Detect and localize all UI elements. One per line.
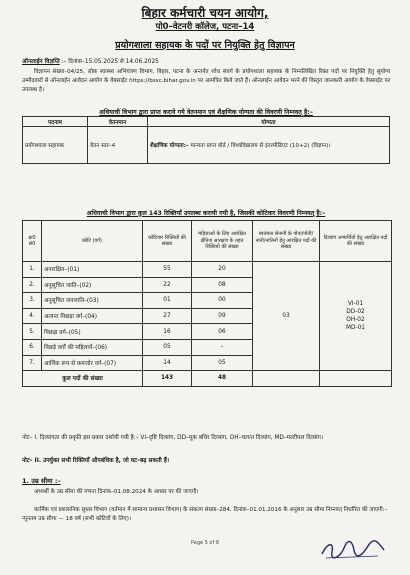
row-total: 16: [143, 324, 192, 340]
row-category: अनारक्षित–(01): [42, 262, 143, 278]
row-category: अत्यन्त पिछड़ा वर्ग–(04): [42, 308, 143, 324]
row-women: 00: [192, 293, 253, 309]
total-empty-cell: [253, 371, 320, 387]
row-sn: 2.: [23, 277, 42, 293]
row-total: 01: [143, 293, 192, 309]
total-label: कुल पदों की संख्या: [23, 371, 143, 387]
col-pay: वेतनमान: [88, 117, 148, 127]
org-name: बिहार कर्मचारी चयन आयोग,: [141, 6, 269, 20]
row-sn: 7.: [23, 355, 42, 371]
row-women: 05: [192, 355, 253, 371]
col-freedom-fighter: स्वतंत्रता सेनानी के पोता/पोती/नाती/नातिनों हेतु आरक्षित पदों की संख्या: [253, 221, 320, 262]
row-sn: 1.: [23, 262, 42, 278]
qualification-text: मान्यता प्राप्त बोर्ड / विश्वविद्यालय से इंटरमीडिएट (10+2) (विज्ञान)।: [188, 143, 331, 149]
col-women: महिलाओं के लिए आरक्षित क्षैतिज आरक्षण के तहत रिक्तियों की संख्या: [192, 221, 253, 262]
col-category: कोटि (वर्ग): [42, 221, 143, 262]
total-posts: 143: [143, 371, 192, 387]
row-total: 22: [143, 277, 192, 293]
vacancy-table-title: अधियाची विभाग द्वारा कुल 143 रिक्तियाँ उपलब्ध करायी गयी है, जिसकी कोटिवार विवरणी निम्नवत् है:–: [86, 210, 326, 217]
note-disability: नोट– I. दिव्यांगता की प्रकृति इस प्रकार दर्शायी गयी है:– VI–दृष्टि दिव्यांग, DD–मूक बधिर दिव्यांग, OH–चलन्त दिव्यांग, MD–मल्टीपल दिव्यांग।: [22, 435, 324, 441]
age-resolution-text: कार्मिक एवं प्रशासनिक सुधार विभाग (वर्तमान में सामान्य प्रशासन विभाग) के संकल्प संख्या–284, दिनांक–01.01.2016 के अनुसार उम्र सीमा निम्नवत् निर्धारित की जाएगी:–: [34, 507, 388, 513]
row-sn: 3.: [23, 293, 42, 309]
row-total: 14: [143, 355, 192, 371]
divyang-vi: VI-01: [347, 301, 364, 308]
divyang-oh: OH-02: [346, 317, 365, 324]
age-limit-p1: अभ्यर्थी के उम्र सीमा की गणना दिनांक–01.08.2024 के आधार पर की जाएगी।: [34, 489, 199, 495]
row-sn: 6.: [23, 339, 42, 355]
row-total: 05: [143, 339, 192, 355]
total-row: [23, 371, 392, 387]
table-row: [23, 262, 392, 278]
divyang-md: MD-01: [346, 325, 365, 332]
advert-period: [22, 57, 159, 65]
col-qualification: योग्यता: [148, 117, 390, 127]
min-age-text: न्यूनतम उम्र सीमा — 18 वर्ष (सभी कोटियों के लिए)।: [22, 515, 132, 522]
row-total: 55: [143, 262, 192, 278]
pay-level: वेतन स्तर–4: [88, 127, 148, 164]
row-sn: 5.: [23, 324, 42, 340]
col-total: कोटिवार रिक्तियों की संख्या: [143, 221, 192, 262]
advert-title: प्रयोगशाला सहायक के पदों पर नियुक्ति हेतु विज्ञापन: [115, 40, 295, 51]
age-limit-heading: 1. उम्र सीमा :–: [22, 477, 61, 485]
intro-paragraph: विज्ञापन संख्या–04/25, लोक स्वास्थ्य अभियंत्रण विभाग, बिहार, पटना के अन्तर्गत शोध संवर्ग के प्रयोगशाला सहायक के निम्नलिखित रिक्त पदों पर नियुक्ति हेतु सुयोग्य उम्मीदवारों से ऑनलाईन आवेदन आयोग के वेबसाईट https://bssc.bihar.gov.in पर आमंत्रित किये जाते हैं। ऑनलाईन आवेदन भरने की विस्तृत जानकारी आयोग के वेबसाईट पर उपलब्ध है।: [22, 69, 390, 93]
freedom-fighter-count: 03: [253, 262, 320, 371]
total-women: 48: [192, 371, 253, 387]
total-empty-cell: [320, 371, 392, 387]
col-post: पदनाम: [23, 117, 88, 127]
advert-dates: :– दिनांक–15.05.2025 से 14.06.2025: [61, 59, 159, 65]
row-sn: 4.: [23, 308, 42, 324]
divyang-breakup: [320, 262, 392, 371]
row-women: –: [192, 339, 253, 355]
signature-image: [318, 536, 388, 562]
age-limit-p2: [22, 506, 390, 524]
col-sn: क्र0 सं0: [23, 221, 42, 262]
row-women: 06: [192, 324, 253, 340]
qualification: [148, 127, 390, 164]
org-address: पो0–वेटनरी कॉलेज, पटना–14: [155, 22, 255, 32]
row-category: पिछड़ा वर्ग–(05): [42, 324, 143, 340]
row-women: 20: [192, 262, 253, 278]
page-number: Page 5 of 8: [190, 540, 220, 546]
row-category: अनुसूचित जाति–(02): [42, 277, 143, 293]
row-category: आर्थिक रूप से कमजोर वर्ग–(07): [42, 355, 143, 371]
note-provisional: नोट– II. उपर्युक्त सभी रिक्तियाँ औपबंधिक है, जो घट–बढ़ सकती हैं।: [22, 458, 170, 464]
row-women: 08: [192, 277, 253, 293]
post-name: प्रयोगशाला सहायक: [23, 127, 88, 164]
vacancy-table: [22, 220, 392, 387]
pay-table-title: अधियाची विभाग द्वारा प्राप्त कराये गये वेतनमान एवं शैक्षणिक योग्यता की विवरणी निम्नवत् है:–: [99, 109, 313, 116]
advert-label: ऑनलाईन विज्ञप्ति: [22, 59, 60, 65]
row-total: 27: [143, 308, 192, 324]
row-category: अनुसूचित जनजाति–(03): [42, 293, 143, 309]
pay-qualification-table: [22, 116, 390, 164]
row-women: 09: [192, 308, 253, 324]
qualification-label: शैक्षणिक योग्यता:–: [150, 143, 189, 149]
col-divyang: दिव्यांग अभ्यर्थियों हेतु आरक्षित पदों की संख्या: [320, 221, 392, 262]
divyang-dd: DD-02: [346, 309, 365, 316]
row-category: पिछड़े वर्गों की महिलायें–(06): [42, 339, 143, 355]
